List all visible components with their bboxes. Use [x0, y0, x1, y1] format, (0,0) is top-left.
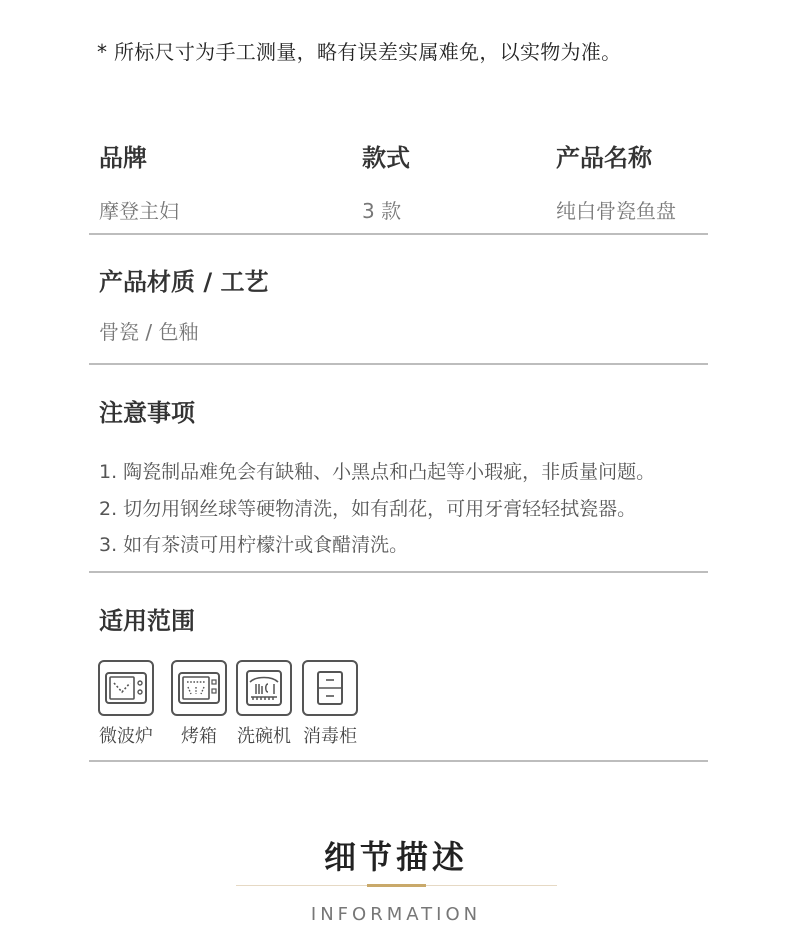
notices-list	[99, 454, 655, 564]
divider	[89, 760, 708, 762]
notice-item: 3. 如有茶渍可用柠檬汁或食醋清洗。	[99, 534, 409, 556]
notice-item: 2. 切勿用钢丝球等硬物清洗，如有刮花，可用牙膏轻轻拭瓷器。	[99, 497, 637, 520]
title-accent	[367, 884, 426, 887]
material-value: 骨瓷 / 色釉	[99, 320, 199, 344]
usage-dishwasher	[236, 660, 292, 748]
spec-brand-label: 品牌	[99, 144, 147, 172]
divider	[89, 233, 708, 235]
material-title: 产品材质 / 工艺	[99, 268, 269, 296]
microwave-icon	[98, 660, 154, 716]
usage-oven	[171, 660, 227, 748]
usage-label: 烤箱	[181, 726, 217, 747]
detail-subtitle: INFORMATION	[310, 904, 482, 925]
dishwasher-icon	[236, 660, 292, 716]
divider	[89, 571, 708, 573]
spec-product-name-label: 产品名称	[556, 144, 652, 172]
notices-title: 注意事项	[99, 399, 195, 427]
usage-title: 适用范围	[99, 607, 195, 635]
spec-brand	[99, 138, 179, 224]
notice-item: 1. 陶瓷制品难免会有缺釉、小黑点和凸起等小瑕疵，非质量问题。	[99, 461, 656, 483]
sterilizer-cabinet-icon	[302, 660, 358, 716]
usage-sterilizer	[302, 660, 358, 748]
spec-row	[89, 138, 708, 234]
oven-icon	[171, 660, 227, 716]
spec-product-name-value: 纯白骨瓷鱼盘	[556, 199, 676, 223]
usage-label: 消毒柜	[303, 726, 357, 747]
spec-product-name	[556, 138, 676, 224]
usage-label: 洗碗机	[237, 726, 291, 747]
spec-style-value: 3 款	[362, 199, 402, 223]
spec-brand-value: 摩登主妇	[99, 199, 179, 223]
spec-style-label: 款式	[362, 144, 410, 172]
divider	[89, 363, 708, 365]
detail-title: 细节描述	[323, 838, 468, 876]
usage-label: 微波炉	[99, 726, 153, 747]
spec-style	[362, 138, 410, 224]
measurement-note: * 所标尺寸为手工测量，略有误差实属难免，以实物为准。	[97, 40, 622, 64]
usage-microwave	[98, 660, 154, 748]
usage-icons	[98, 660, 370, 748]
